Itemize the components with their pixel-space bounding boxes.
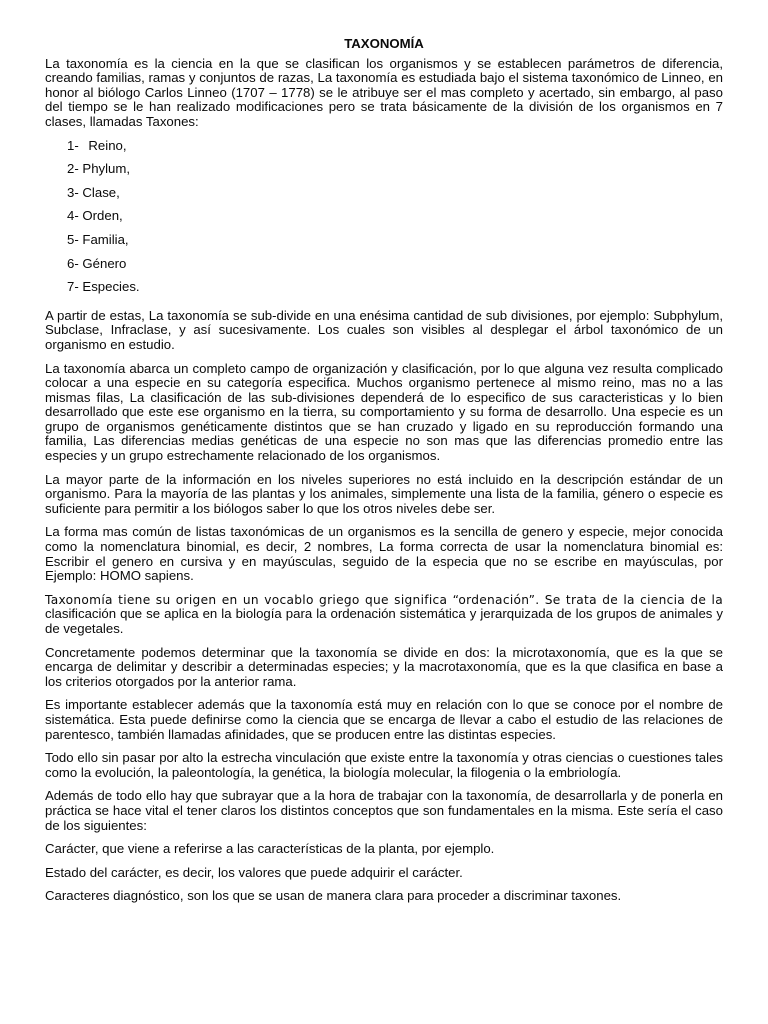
paragraph-concepts-intro: Además de todo ello hay que subrayar que a la hora de trabajar con la taxonomía, de desarrollarla y de ponerla en práctica se hace vital el tener claros los distintos conceptos que son fundamentales en la misma. Este sería el caso de los siguientes:	[45, 788, 723, 833]
origin-rest-text: clasificación que se aplica en la biología para la ordenación sistemática y jerarquizada de los grupos de animales y de vegetales.	[45, 606, 723, 636]
paragraph-micro-macro: Concretamente podemos determinar que la taxonomía se divide en dos: la microtaxonomía, que es la que se encarga de delimitar y describir a determinadas especies; y la macrotaxonomía, que es la que clasifica en base a los criterios otorgados por la anterior rama.	[45, 644, 723, 689]
paragraph-binomial: La forma mas común de listas taxonómicas de un organismos es la sencilla de genero y especie, mejor conocida como la nomenclatura binomial, es decir, 2 nombres, La forma correcta de usar la nomenclatura binomial es: Escribir el genero en cursiva y en mayúsculas, seguido de la especia que no se escribe en mayúsculas, por Ejemplo: HOMO sapiens.	[45, 524, 723, 584]
paragraph-systematics: Es importante establecer además que la taxonomía está muy en relación con lo que se conoce por el nombre de sistemática. Esta puede definirse como la ciencia que se encarga de llevar a cabo el estudio de las relaciones de parentesco, también llamadas afinidades, que se producen entre las distintas especies.	[45, 697, 723, 742]
list-item: 6- Género	[67, 255, 127, 271]
paragraph-diagnostic-characters: Caracteres diagnóstico, son los que se usan de manera clara para proceder a discriminar taxones.	[45, 888, 622, 904]
paragraph-subdivisions: A partir de estas, La taxonomía se sub-divide en una enésima cantidad de sub divisiones, por ejemplo: Subphylum, Subclase, Infraclase, y así sucesivamente. Los cuales son visibles al desplegar el árbol taxonómico de un organismo en estudio.	[45, 307, 723, 352]
page-title: TAXONOMÍA	[344, 36, 424, 51]
intro-paragraph: La taxonomía es la ciencia en la que se clasifican los organismos y se establecen parámetros de diferencia, creando familias, ramas y conjuntos de razas, La taxonomía es estudiada bajo el sistema taxonómico de Linneo, en honor al biólogo Carlos Linneo (1707 – 1778) se le atribuye ser el mas completo y acertado, sin embargo, al paso del tiempo se le han realizado modificaciones pero se trata básicamente de la división de los organismos en 7 clases, llamadas Taxones:	[45, 55, 723, 129]
paragraph-character: Carácter, que viene a referirse a las características de la planta, por ejemplo.	[45, 841, 495, 857]
document-body	[45, 37, 723, 913]
list-item: 7- Especies.	[67, 279, 140, 295]
list-item: 2- Phylum,	[67, 161, 131, 177]
list-item: 3- Clase,	[67, 184, 120, 200]
origin-lead-text: Taxonomía tiene su origen en un vocablo griego que significa “ordenación”. Se trata de la ciencia de la	[45, 592, 723, 607]
paragraph-related-sciences: Todo ello sin pasar por alto la estrecha vinculación que existe entre la taxonomía y otras ciencias o cuestiones tales como la evolución, la paleontología, la genética, la biología molecular, la filogenia o la embriología.	[45, 750, 723, 780]
list-item: 4- Orden,	[67, 208, 123, 224]
paragraph-character-state: Estado del carácter, es decir, los valores que puede adquirir el carácter.	[45, 864, 463, 880]
list-item: 5- Familia,	[67, 231, 129, 247]
paragraph-origin	[45, 593, 723, 637]
paragraph-classification: La taxonomía abarca un completo campo de organización y clasificación, por lo que alguna vez resulta complicado colocar a una especie en su categoría especifica. Muchos organismo pertenece al mismo reino, mas no a las mismas filas, La clasificación de las sub-divisiones dependerá de lo especifico de sus caracteristicas y lo bien desarrollado que este ese organismo en la tierra, su comportamiento y su forma de desarrollo. Una especie es un grupo de organismos genéticamente distintos que se han cruzado y ligado en su reproducción formando una familia, Las diferencias medias genéticas de una especie no son mas que las diferencias promedio entre las especies y un grupo estrechamente relacionado de los organismos.	[45, 360, 723, 464]
taxon-list	[45, 139, 723, 304]
list-item: 1- Reino,	[67, 137, 127, 153]
paragraph-higher-levels: La mayor parte de la información en los niveles superiores no está incluido en la descripción estándar de un organismo. Para la mayoría de las plantas y los animales, simplemente una lista de la familia, género o especie es suficiente para permitir a los biólogos saber lo que los otros niveles debe ser.	[45, 471, 723, 516]
